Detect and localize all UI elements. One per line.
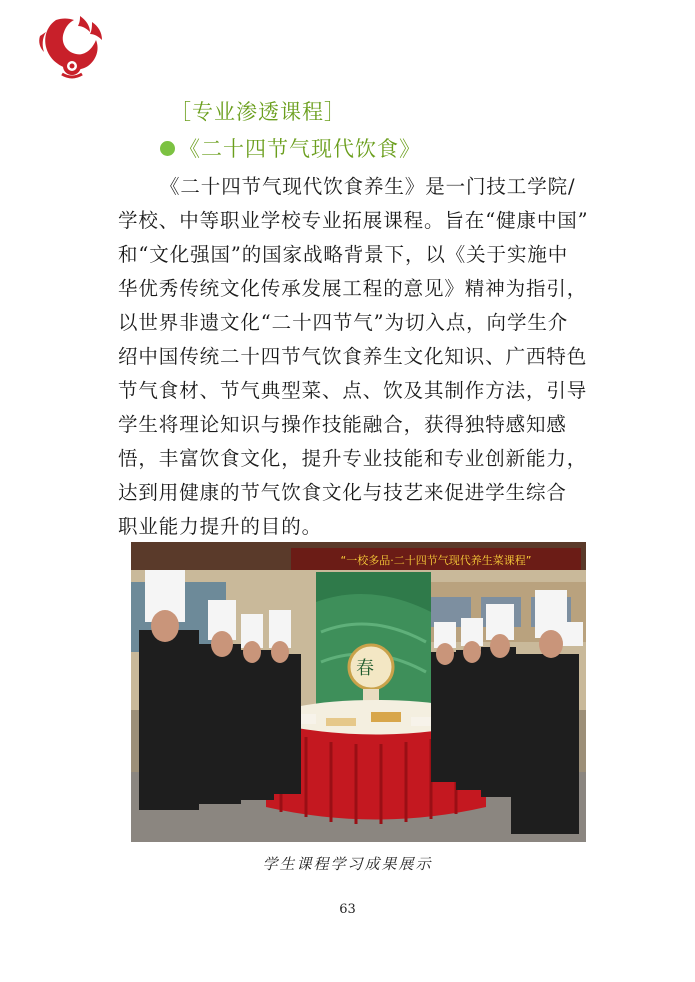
photo-caption: 学生课程学习成果展示 [262, 855, 433, 873]
body-line: 绍中国传统二十四节气饮食养生文化知识、广西特色 [118, 345, 588, 368]
body-line: 达到用健康的节气饮食文化与技艺来促进学生综合 [118, 481, 567, 504]
body-line: 学校、中等职业学校专业拓展课程。旨在“健康中国” [118, 209, 589, 232]
centerpiece-text: 春 [356, 658, 374, 679]
bullet-icon [160, 141, 175, 156]
body-line: 华优秀传统文化传承发展工程的意见》精神为指引， [118, 277, 588, 300]
course-result-photo [131, 542, 586, 842]
banner-text: “一校多品·二十四节气现代养生菜课程” [340, 554, 532, 567]
body-line: 节气食材、节气典型菜、点、饮及其制作方法，引导 [118, 379, 588, 402]
course-title-text: 《二十四节气现代饮食》 [179, 137, 421, 161]
body-line: 悟，丰富饮食文化，提升专业技能和专业创新能力， [118, 447, 588, 470]
section-tag: ［专业渗透课程］ [170, 100, 346, 124]
body-line: 《二十四节气现代饮食养生》是一门技工学院/ [160, 175, 576, 198]
page-number: 63 [339, 902, 356, 917]
course-title [160, 133, 421, 163]
body-paragraph [118, 170, 598, 544]
body-line: 和“文化强国”的国家战略背景下，以《关于实施中 [118, 243, 569, 266]
body-line: 以世界非遗文化“二十四节气”为切入点，向学生介 [118, 311, 569, 334]
body-line: 学生将理论知识与操作技能融合，获得独特感知感 [118, 413, 567, 436]
body-line: 职业能力提升的目的。 [118, 515, 323, 538]
phoenix-logo-icon [36, 10, 108, 82]
